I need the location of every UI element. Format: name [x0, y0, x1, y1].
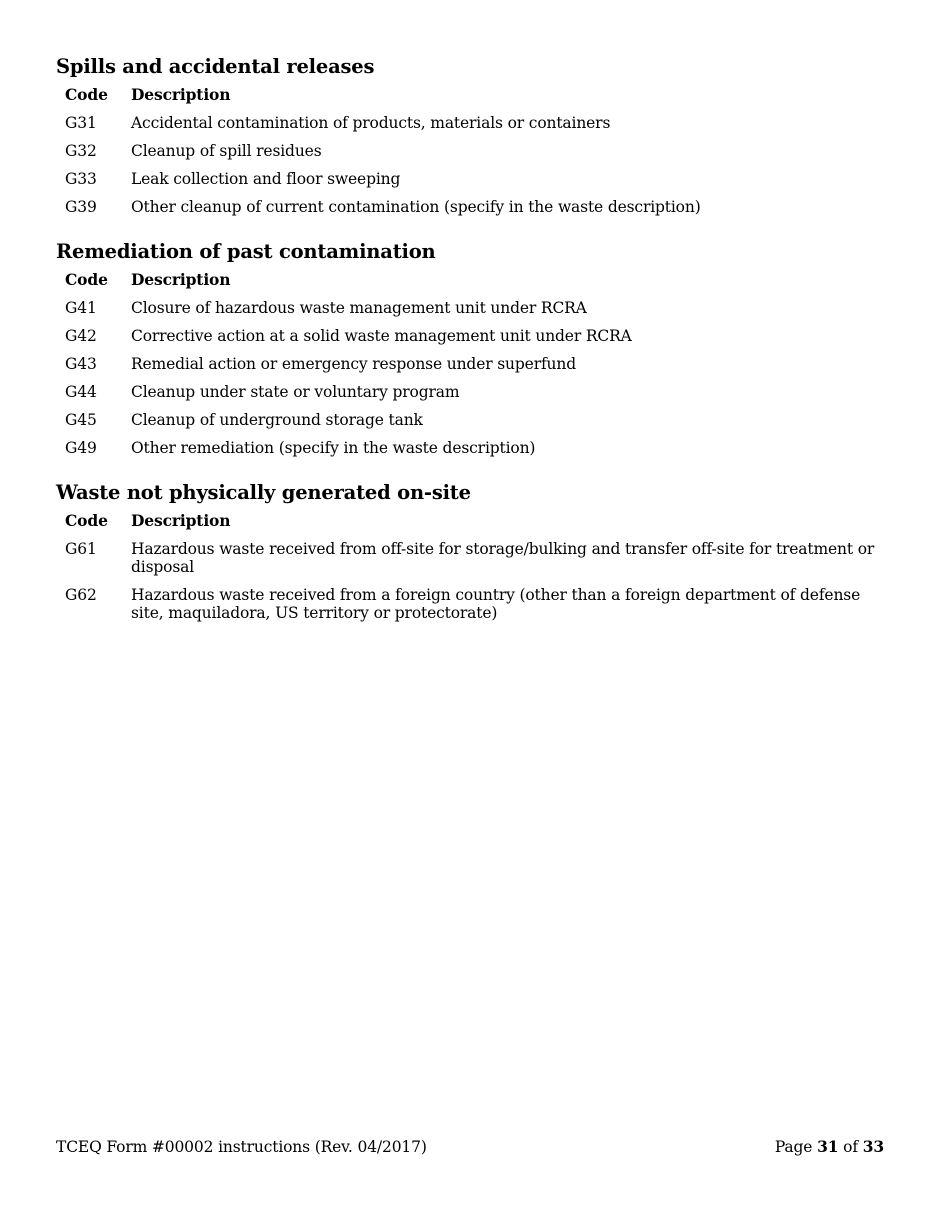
page-of: of — [843, 1138, 858, 1156]
page-number — [775, 1137, 884, 1157]
table-row — [56, 170, 891, 198]
table-row — [56, 383, 891, 411]
table-row — [56, 355, 891, 383]
row-code: G32 — [65, 142, 97, 160]
row-code: G44 — [65, 383, 97, 401]
table-row — [56, 142, 891, 170]
column-header-description: Description — [131, 511, 231, 530]
row-description: Other cleanup of current contamination (specify in the waste description) — [131, 198, 701, 216]
page-total: 33 — [862, 1137, 884, 1156]
row-code: G62 — [65, 586, 97, 604]
table-row — [56, 439, 891, 467]
document-body — [56, 54, 896, 645]
row-description: Cleanup of underground storage tank — [131, 411, 423, 429]
form-label: TCEQ Form #00002 instructions (Rev. 04/2017) — [56, 1138, 427, 1156]
table-row — [56, 299, 891, 327]
row-description: Hazardous waste received from a foreign country (other than a foreign department of defense site, maquiladora, US territory or protectorate) — [131, 586, 861, 622]
row-description: Accidental contamination of products, materials or containers — [131, 114, 611, 132]
row-code: G49 — [65, 439, 97, 457]
column-header-code: Code — [65, 85, 108, 104]
row-description: Remedial action or emergency response under superfund — [131, 355, 576, 373]
row-description: Hazardous waste received from off-site for storage/bulking and transfer off-site for treatment or disposal — [131, 540, 875, 576]
row-code: G61 — [65, 540, 97, 558]
row-description: Corrective action at a solid waste management unit under RCRA — [131, 327, 632, 345]
section-offsite-waste — [56, 480, 896, 632]
row-code: G45 — [65, 411, 97, 429]
section-title: Remediation of past contamination — [56, 240, 436, 263]
section-title: Spills and accidental releases — [56, 55, 375, 78]
row-description: Other remediation (specify in the waste description) — [131, 439, 536, 457]
row-description: Cleanup under state or voluntary program — [131, 383, 460, 401]
code-table — [56, 86, 891, 226]
row-code: G39 — [65, 198, 97, 216]
page-footer — [56, 1137, 884, 1157]
table-row — [56, 411, 891, 439]
row-code: G42 — [65, 327, 97, 345]
table-row — [56, 540, 891, 586]
column-header-description: Description — [131, 270, 231, 289]
table-header-row — [56, 271, 891, 299]
page-prefix: Page — [774, 1138, 813, 1156]
section-spills — [56, 54, 896, 226]
table-header-row — [56, 512, 891, 540]
page-current: 31 — [817, 1137, 839, 1156]
column-header-code: Code — [65, 511, 108, 530]
row-code: G41 — [65, 299, 97, 317]
row-description: Leak collection and floor sweeping — [131, 170, 401, 188]
row-description: Closure of hazardous waste management unit under RCRA — [131, 299, 587, 317]
section-remediation — [56, 239, 896, 467]
table-row — [56, 586, 891, 632]
section-title: Waste not physically generated on-site — [56, 481, 471, 504]
code-table — [56, 512, 891, 632]
table-row — [56, 198, 891, 226]
row-code: G33 — [65, 170, 97, 188]
column-header-description: Description — [131, 85, 231, 104]
row-code: G43 — [65, 355, 97, 373]
row-code: G31 — [65, 114, 97, 132]
column-header-code: Code — [65, 270, 108, 289]
table-row — [56, 114, 891, 142]
table-row — [56, 327, 891, 355]
row-description: Cleanup of spill residues — [131, 142, 322, 160]
code-table — [56, 271, 891, 467]
table-header-row — [56, 86, 891, 114]
